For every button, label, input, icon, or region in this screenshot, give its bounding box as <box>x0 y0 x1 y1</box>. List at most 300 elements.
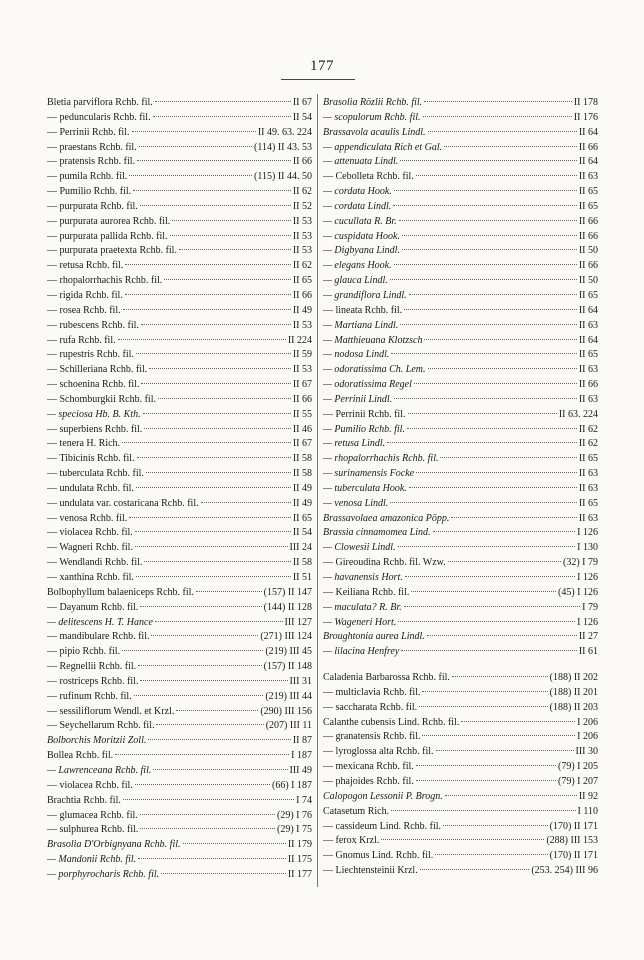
index-entry <box>47 779 312 794</box>
entry-reference: II 64 <box>578 156 598 168</box>
index-entry <box>323 259 598 274</box>
dot-leader <box>136 576 291 577</box>
index-entry <box>47 215 312 230</box>
entry-name: — Perrinii Rchb. fil. <box>47 126 130 138</box>
dot-leader <box>129 517 291 518</box>
dot-leader <box>125 264 290 265</box>
index-entry <box>323 701 598 716</box>
dot-leader <box>143 413 291 414</box>
dot-leader <box>394 190 577 191</box>
dot-leader <box>404 309 577 310</box>
entry-reference: (219) III 44 <box>265 690 312 702</box>
entry-reference: (32) I 79 <box>563 557 598 569</box>
entry-name: — Gnomus Lind. Rchb. fil. <box>323 850 434 862</box>
entry-name: Bolborchis Moritzii Zoll. <box>47 735 147 747</box>
dot-leader <box>140 680 287 681</box>
entry-reference: II 65 <box>578 200 598 212</box>
entry-reference: II 66 <box>578 379 598 391</box>
index-entry <box>47 170 312 185</box>
index-entry <box>47 556 312 571</box>
entry-name: — pipio Rchb. fil. <box>47 646 121 658</box>
entry-reference: III 49 <box>289 764 312 776</box>
dot-leader <box>393 205 577 206</box>
dot-leader <box>444 146 577 147</box>
index-entry <box>47 334 312 349</box>
dot-leader <box>405 576 575 577</box>
dot-leader <box>416 175 577 176</box>
index-entry <box>323 170 598 185</box>
entry-name: — lilacina Henfrey <box>323 646 400 658</box>
entry-name: — mandibulare Rchb. fil. <box>47 631 150 643</box>
dot-leader <box>155 101 291 102</box>
index-entry <box>323 467 598 482</box>
entry-name: — rhopalorrhachis Rchb. fil. <box>47 275 163 287</box>
entry-reference: (79) I 205 <box>558 761 598 773</box>
entry-name: — Martiana Lindl. <box>323 319 399 331</box>
index-entry <box>47 111 312 126</box>
entry-name: — sulphurea Rchb. fil. <box>47 824 139 836</box>
index-entry <box>47 304 312 319</box>
entry-reference: II 175 <box>287 854 312 866</box>
entry-reference: (188) II 203 <box>549 701 598 713</box>
entry-reference: II 49. 63. 224 <box>257 126 312 138</box>
index-entry <box>47 660 312 675</box>
index-entry <box>47 363 312 378</box>
dot-leader <box>134 695 264 696</box>
entry-reference: II 53 <box>292 215 312 227</box>
entry-reference: II 54 <box>292 111 312 123</box>
entry-reference: (144) II 128 <box>263 601 312 613</box>
index-entry <box>47 348 312 363</box>
entry-reference: II 52 <box>292 200 312 212</box>
entry-name: — multiclavia Rchb. fil. <box>323 686 421 698</box>
entry-reference: II 65 <box>578 349 598 361</box>
entry-reference: II 49 <box>292 304 312 316</box>
entry-reference: II 66 <box>292 289 312 301</box>
entry-reference: II 67 <box>292 438 312 450</box>
dot-leader <box>387 442 577 443</box>
index-entry <box>323 393 598 408</box>
dot-leader <box>135 784 270 785</box>
entry-name: — tuberculata Rchb. fil. <box>47 468 144 480</box>
entry-reference: I 206 <box>577 716 598 728</box>
dot-leader <box>140 814 275 815</box>
entry-name: Brassavolaea amazonica Pöpp. <box>323 512 450 524</box>
entry-name: — attenuata Lindl. <box>323 156 399 168</box>
entry-reference: (253. 254) III 96 <box>531 865 598 877</box>
dot-leader <box>409 294 577 295</box>
entry-reference: I 126 <box>577 527 598 539</box>
dot-leader <box>445 795 577 796</box>
entry-reference: II 64 <box>578 304 598 316</box>
entry-reference: II 27 <box>578 631 598 643</box>
dot-leader <box>402 235 577 236</box>
index-entry <box>47 423 312 438</box>
dot-leader <box>452 676 548 677</box>
dot-leader <box>409 487 577 488</box>
entry-name: — phajoides Rchb. fil. <box>323 775 414 787</box>
dot-leader <box>423 116 572 117</box>
entry-reference: II 62 <box>578 438 598 450</box>
entry-name: — undulata var. costaricana Rchb. fil. <box>47 497 199 509</box>
dot-leader <box>141 324 291 325</box>
column-divider <box>317 94 318 887</box>
entry-name: — lyroglossa alta Rchb. fil. <box>323 746 434 758</box>
index-entry <box>323 645 598 660</box>
entry-name: — Matthieuana Klotzsch <box>323 334 423 346</box>
dot-leader <box>448 561 561 562</box>
entry-name: — retusa Lindl. <box>323 438 386 450</box>
entry-name: — Schomburgkii Rchb. fil. <box>47 393 156 405</box>
dot-leader <box>136 487 291 488</box>
index-entry <box>323 482 598 497</box>
entry-name: — lineata Rchb. fil. <box>323 304 403 316</box>
entry-reference: II 66 <box>292 393 312 405</box>
dot-leader <box>411 591 556 592</box>
index-entry <box>323 334 598 349</box>
index-entry <box>47 512 312 527</box>
entry-name: — Schilleriana Rchb. fil. <box>47 364 148 376</box>
index-entry <box>323 96 598 111</box>
entry-reference: (29) I 76 <box>277 809 312 821</box>
entry-name: Brachtia Rchb. fil. <box>47 794 121 806</box>
entry-reference: I 187 <box>291 750 312 762</box>
entry-reference: (79) I 207 <box>558 775 598 787</box>
dot-leader <box>155 621 283 622</box>
entry-name: Brasolia D'Orbignyana Rchb. fil. <box>47 839 181 851</box>
index-entry <box>47 259 312 274</box>
index-entry <box>47 126 312 141</box>
entry-reference: II 62 <box>292 260 312 272</box>
index-entry <box>323 215 598 230</box>
index-entry <box>47 705 312 720</box>
dot-leader <box>407 428 577 429</box>
index-entry <box>323 200 598 215</box>
dot-leader <box>394 398 577 399</box>
entry-name: — xanthina Rchb. fil. <box>47 572 134 583</box>
entry-reference: III 127 <box>284 616 312 628</box>
dot-leader <box>156 724 263 725</box>
entry-name: — superbiens Rchb. fil. <box>47 423 143 435</box>
entry-reference: I 206 <box>577 731 598 743</box>
index-entry <box>47 452 312 467</box>
entry-name: Bolbophyllum balaeniceps Rchb. fil. <box>47 586 194 598</box>
entry-reference: III 31 <box>289 675 312 687</box>
entry-reference: (170) II 171 <box>549 850 598 862</box>
dot-leader <box>122 650 263 651</box>
index-entry <box>323 497 598 512</box>
entry-reference: II 63. 224 <box>558 408 598 420</box>
entry-reference: II 178 <box>573 97 598 108</box>
index-entry <box>323 616 598 631</box>
index-entry <box>323 834 598 849</box>
entry-reference: (170) II 171 <box>549 820 598 832</box>
dot-leader <box>138 858 286 859</box>
dot-leader <box>135 531 291 532</box>
dot-leader <box>138 665 262 666</box>
dot-leader <box>179 249 291 250</box>
entry-name: — speciosa Hb. B. Kth. <box>47 408 141 420</box>
entry-name: — sessiliflorum Wendl. et Krzl. <box>47 705 175 717</box>
dot-leader <box>391 353 576 354</box>
entry-name: — nodosa Lindl. <box>323 349 390 361</box>
index-entry <box>323 805 598 820</box>
dot-leader <box>419 706 548 707</box>
entry-name: — surinamensis Focke <box>323 468 415 480</box>
index-entry <box>47 809 312 824</box>
entry-name: — Lawrenceana Rchb. fil. <box>47 764 152 776</box>
entry-name: Broughtonia aurea Lindl. <box>323 631 425 643</box>
entry-name: — ferox Krzl. <box>323 835 380 847</box>
entry-reference: II 63 <box>578 512 598 524</box>
entry-reference: I 74 <box>296 794 312 806</box>
entry-name: — retusa Rchb. fil. <box>47 260 124 272</box>
dot-leader <box>422 691 547 692</box>
entry-name: — granatensis Rchb. fil. <box>323 731 421 743</box>
entry-reference: (188) II 202 <box>549 672 598 684</box>
dot-leader <box>427 635 577 636</box>
dot-leader <box>390 279 577 280</box>
dot-leader <box>172 220 291 221</box>
entry-name: Calopogon Lessonii P. Brogn. <box>323 790 443 802</box>
index-entry <box>47 230 312 245</box>
entry-reference: III 24 <box>289 542 312 554</box>
entry-reference: II 63 <box>578 171 598 183</box>
index-entry <box>323 716 598 731</box>
entry-name: — cordata Lindl. <box>323 200 392 212</box>
dot-leader <box>137 160 291 161</box>
dot-leader <box>135 546 288 547</box>
dot-leader <box>428 368 577 369</box>
dot-leader <box>399 220 577 221</box>
entry-name: — purpurata Rchb. fil. <box>47 200 138 212</box>
entry-reference: (207) III 11 <box>265 720 312 732</box>
entry-reference: II 55 <box>292 408 312 420</box>
dot-leader <box>140 205 291 206</box>
entry-name: Catasetum Rich. <box>323 805 390 817</box>
entry-reference: II 54 <box>292 527 312 539</box>
index-entry <box>47 616 312 631</box>
entry-name: Brasolia Rözlii Rchb. fil. <box>323 97 423 108</box>
entry-name: — Digbyana Lindl. <box>323 245 400 257</box>
index-entry <box>323 244 598 259</box>
header-rule <box>281 79 355 80</box>
entry-name: — maculata? R. Br. <box>323 601 402 613</box>
index-entry <box>47 185 312 200</box>
entry-name: Caladenia Barbarossa Rchb. fil. <box>323 672 450 684</box>
entry-reference: (66) I 187 <box>272 779 312 791</box>
index-entry <box>323 686 598 701</box>
entry-reference: II 66 <box>292 156 312 168</box>
entry-reference: II 53 <box>292 319 312 331</box>
entry-reference: II 66 <box>578 215 598 227</box>
entry-reference: II 65 <box>578 289 598 301</box>
index-entry <box>323 790 598 805</box>
index-entry <box>323 512 598 527</box>
index-entry <box>323 423 598 438</box>
entry-reference: II 49 <box>292 497 312 509</box>
dot-leader <box>400 160 577 161</box>
entry-reference: I 126 <box>577 572 598 583</box>
entry-reference: II 64 <box>578 334 598 346</box>
dot-leader <box>170 235 291 236</box>
entry-name: — Seychellarum Rchb. fil. <box>47 720 155 732</box>
entry-name: — cuspidata Hook. <box>323 230 400 242</box>
entry-name: — Regnellii Rchb. fil. <box>47 661 137 673</box>
index-entry <box>323 348 598 363</box>
entry-reference: II 51 <box>292 572 312 583</box>
index-entry <box>47 690 312 705</box>
entry-reference: II 224 <box>287 334 312 346</box>
dot-leader <box>144 428 291 429</box>
index-entry <box>323 556 598 571</box>
index-entry <box>323 452 598 467</box>
index-entry <box>323 304 598 319</box>
entry-reference: I 79 <box>582 601 598 613</box>
page-number: 177 <box>310 58 334 74</box>
entry-reference: II 63 <box>578 468 598 480</box>
entry-reference: II 63 <box>578 482 598 494</box>
index-entry <box>323 775 598 790</box>
entry-reference: II 176 <box>573 111 598 123</box>
dot-leader <box>414 383 577 384</box>
entry-name: — glauca Lindl. <box>323 275 388 287</box>
entry-name: — venosa Lindl. <box>323 497 389 509</box>
dot-leader <box>381 839 544 840</box>
index-entry <box>47 319 312 334</box>
dot-leader <box>158 398 291 399</box>
entry-name: — rufinum Rchb. fil. <box>47 690 132 702</box>
dot-leader <box>125 294 291 295</box>
index-entry <box>47 141 312 156</box>
dot-leader <box>433 531 576 532</box>
entry-reference: II 64 <box>578 126 598 138</box>
dot-leader <box>140 606 261 607</box>
index-entry <box>47 853 312 868</box>
entry-reference: II 58 <box>292 453 312 465</box>
entry-name: — Liechtensteinii Krzl. <box>323 865 418 877</box>
index-entry <box>323 601 598 616</box>
entry-reference: I 126 <box>577 616 598 628</box>
dot-leader <box>420 869 530 870</box>
dot-leader <box>408 413 557 414</box>
entry-reference: III 30 <box>575 746 598 758</box>
dot-leader <box>129 175 252 176</box>
dot-leader <box>401 650 577 651</box>
index-entry <box>47 868 312 883</box>
dot-leader <box>148 739 290 740</box>
index-entry <box>47 274 312 289</box>
entry-reference: II 62 <box>292 186 312 198</box>
entry-name: — peduncularis Rchb. fil. <box>47 111 151 123</box>
entry-reference: (45) I 126 <box>558 586 598 598</box>
entry-name: — mexicana Rchb. fil. <box>323 761 414 773</box>
index-entry <box>323 630 598 645</box>
entry-name: — Perrinii Lindl. <box>323 393 393 405</box>
entry-reference: II 46 <box>292 423 312 435</box>
entry-name: Calanthe cubensis Lind. Rchb. fil. <box>323 716 460 728</box>
entry-reference: II 63 <box>578 364 598 376</box>
index-entry <box>323 671 598 686</box>
index-entry <box>323 363 598 378</box>
entry-reference: II 177 <box>287 868 312 880</box>
entry-reference: II 62 <box>578 423 598 435</box>
entry-reference: II 50 <box>578 245 598 257</box>
dot-leader <box>394 264 577 265</box>
entry-name: — rupestris Rchb. fil. <box>47 349 134 361</box>
entry-name: — Cebolleta Rchb. fil. <box>323 171 414 183</box>
index-entry <box>323 541 598 556</box>
dot-leader <box>404 606 581 607</box>
entry-reference: II 63 <box>578 319 598 331</box>
dot-leader <box>123 799 294 800</box>
index-entry <box>323 185 598 200</box>
index-entry <box>47 200 312 215</box>
entry-reference: II 66 <box>578 230 598 242</box>
entry-reference: II 53 <box>292 245 312 257</box>
entry-reference: II 59 <box>292 349 312 361</box>
entry-name: Bollea Rchb. fil. <box>47 750 114 762</box>
entry-reference: II 58 <box>292 557 312 569</box>
index-entry <box>47 96 312 111</box>
dot-leader <box>451 517 576 518</box>
entry-name: — Mandonii Rchb. fil. <box>47 854 137 866</box>
entry-reference: II 58 <box>292 468 312 480</box>
entry-name: — cordata Hook. <box>323 186 392 198</box>
entry-name: — venosa Rchb. fil. <box>47 512 128 524</box>
index-entry <box>47 378 312 393</box>
index-entry <box>323 289 598 304</box>
entry-name: — violacea Rchb. fil. <box>47 527 133 539</box>
entry-reference: II 50 <box>578 275 598 287</box>
entry-name: — Dayanum Rchb. fil. <box>47 601 139 613</box>
dot-leader <box>140 828 275 829</box>
entry-name: — pratensis Rchb. fil. <box>47 156 136 168</box>
entry-name: — rosea Rchb. fil. <box>47 304 121 316</box>
dot-leader <box>416 780 556 781</box>
index-entry <box>47 467 312 482</box>
index-entry <box>47 541 312 556</box>
index-entry <box>47 675 312 690</box>
entry-name: — rigida Rchb. fil. <box>47 289 123 301</box>
entry-name: — delitescens H. T. Hance <box>47 616 153 628</box>
index-entry <box>47 764 312 779</box>
index-entry <box>323 849 598 864</box>
entry-name: — rufa Rchb. fil. <box>47 334 116 346</box>
dot-leader <box>139 146 252 147</box>
dot-leader <box>176 710 258 711</box>
entry-name: — tenera H. Rich. <box>47 438 121 450</box>
dot-leader <box>136 353 291 354</box>
dot-leader <box>436 750 574 751</box>
index-entry <box>47 749 312 764</box>
index-entry <box>323 126 598 141</box>
entry-reference: (115) II 44. 50 <box>254 171 312 183</box>
entry-name: — purpurata pallida Rchb. fil. <box>47 230 168 242</box>
entry-name: — Pumilio Rchb. fil. <box>47 186 132 198</box>
entry-name: — violacea Rchb. fil. <box>47 779 133 791</box>
dot-leader <box>443 825 548 826</box>
dot-leader <box>161 873 286 874</box>
dot-leader <box>144 561 290 562</box>
entry-name: — praestans Rchb. fil. <box>47 141 137 153</box>
entry-reference: II 67 <box>292 379 312 391</box>
entry-reference: II 66 <box>578 141 598 153</box>
entry-name: Brassavola acaulis Lindl. <box>323 126 426 138</box>
entry-name: — cassideum Lind. Rchb. fil. <box>323 820 442 832</box>
index-entry <box>323 437 598 452</box>
entry-name: — elegans Hook. <box>323 260 392 272</box>
